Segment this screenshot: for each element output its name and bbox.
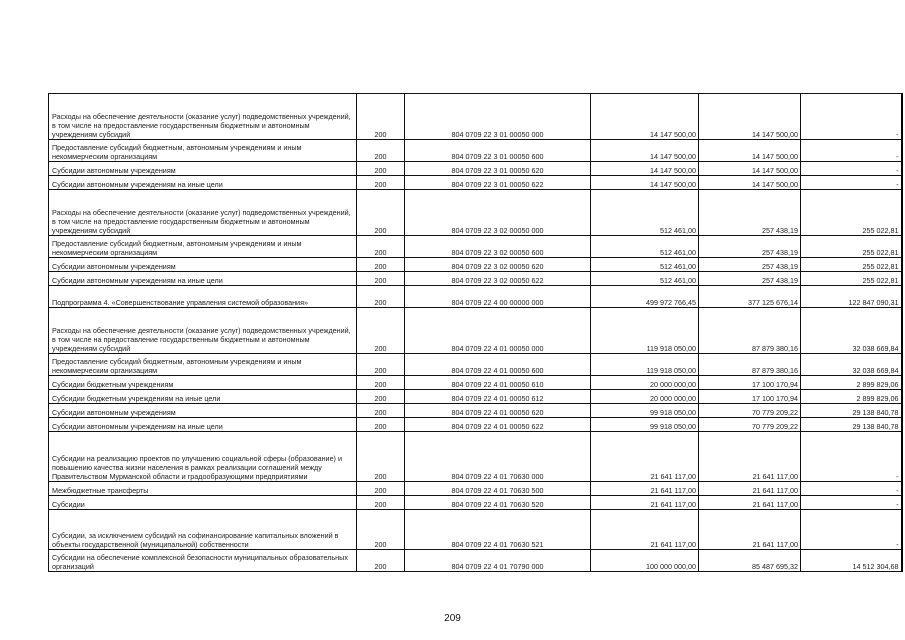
row-rest-cell: 29 138 840,78: [801, 404, 902, 418]
row-name-cell: Подпрограмма 4. «Совершенствование управления системой образования»: [49, 286, 357, 308]
row-plan-cell: 14 147 500,00: [591, 94, 699, 140]
row-code-cell: 200: [357, 94, 405, 140]
row-code-cell: 200: [357, 176, 405, 190]
row-rest-cell: -: [801, 510, 902, 550]
row-exec-cell: 14 147 500,00: [699, 176, 801, 190]
row-kbk-cell: 804 0709 22 3 01 00050 600: [405, 140, 591, 162]
row-code-cell: 200: [357, 482, 405, 496]
row-exec-cell: 87 879 380,16: [699, 308, 801, 354]
row-code-cell: 200: [357, 286, 405, 308]
row-plan-cell: 119 918 050,00: [591, 308, 699, 354]
row-name-cell: Расходы на обеспечение деятельности (оказание услуг) подведомственных учреждений, в том числе на предоставление государственным бюджетным и автономным учреждениям субсидий: [49, 308, 357, 354]
row-kbk-cell: 804 0709 22 3 02 00050 600: [405, 236, 591, 258]
row-plan-cell: 20 000 000,00: [591, 376, 699, 390]
row-kbk-cell: 804 0709 22 4 00 00000 000: [405, 286, 591, 308]
table-row: [49, 418, 902, 432]
row-exec-cell: 257 438,19: [699, 236, 801, 258]
row-rest-cell: 32 038 669,84: [801, 354, 902, 376]
table-row: [49, 354, 902, 376]
row-plan-cell: 14 147 500,00: [591, 140, 699, 162]
row-exec-cell: 85 487 695,32: [699, 550, 801, 572]
row-name-cell: Предоставление субсидий бюджетным, автономным учреждениям и иным некоммерческим организациям: [49, 354, 357, 376]
table-row: [49, 390, 902, 404]
row-rest-cell: 2 899 829,06: [801, 376, 902, 390]
row-name-cell: Субсидии, за исключением субсидий на софинансирование капитальных вложений в объекты государственной (муниципальной) собственности: [49, 510, 357, 550]
row-name-cell: Предоставление субсидий бюджетным, автономным учреждениям и иным некоммерческим организациям: [49, 236, 357, 258]
table-row: [49, 376, 902, 390]
row-kbk-cell: 804 0709 22 4 01 00050 000: [405, 308, 591, 354]
row-kbk-cell: 804 0709 22 4 01 70630 521: [405, 510, 591, 550]
row-code-cell: 200: [357, 418, 405, 432]
row-exec-cell: 70 779 209,22: [699, 418, 801, 432]
row-exec-cell: 21 641 117,00: [699, 432, 801, 482]
row-code-cell: 200: [357, 162, 405, 176]
row-code-cell: 200: [357, 354, 405, 376]
row-rest-cell: 255 022,81: [801, 236, 902, 258]
row-plan-cell: 21 641 117,00: [591, 510, 699, 550]
row-rest-cell: 32 038 669,84: [801, 308, 902, 354]
row-exec-cell: 21 641 117,00: [699, 482, 801, 496]
row-code-cell: 200: [357, 236, 405, 258]
table-row: [49, 94, 902, 140]
table-row: [49, 496, 902, 510]
row-kbk-cell: 804 0709 22 3 01 00050 000: [405, 94, 591, 140]
row-code-cell: 200: [357, 510, 405, 550]
table-row: [49, 404, 902, 418]
row-kbk-cell: 804 0709 22 3 01 00050 622: [405, 176, 591, 190]
row-rest-cell: 255 022,81: [801, 272, 902, 286]
table-row: [49, 510, 902, 550]
table-row: [49, 162, 902, 176]
row-exec-cell: 87 879 380,16: [699, 354, 801, 376]
row-exec-cell: 257 438,19: [699, 272, 801, 286]
table-row: [49, 190, 902, 236]
row-name-cell: Расходы на обеспечение деятельности (оказание услуг) подведомственных учреждений, в том числе на предоставление государственным бюджетным и автономным учреждениям субсидий: [49, 94, 357, 140]
row-exec-cell: 17 100 170,94: [699, 390, 801, 404]
row-plan-cell: 21 641 117,00: [591, 432, 699, 482]
row-rest-cell: 29 138 840,78: [801, 418, 902, 432]
row-name-cell: Субсидии автономным учреждениям: [49, 162, 357, 176]
table-row: [49, 432, 902, 482]
row-name-cell: Расходы на обеспечение деятельности (оказание услуг) подведомственных учреждений, в том числе на предоставление государственным бюджетным и автономным учреждениям субсидий: [49, 190, 357, 236]
row-kbk-cell: 804 0709 22 4 01 00050 622: [405, 418, 591, 432]
table-row: [49, 482, 902, 496]
row-kbk-cell: 804 0709 22 4 01 00050 612: [405, 390, 591, 404]
row-kbk-cell: 804 0709 22 3 02 00050 620: [405, 258, 591, 272]
row-kbk-cell: 804 0709 22 4 01 70630 000: [405, 432, 591, 482]
row-name-cell: Субсидии автономным учреждениям на иные цели: [49, 176, 357, 190]
row-code-cell: 200: [357, 308, 405, 354]
row-name-cell: Субсидии автономным учреждениям: [49, 404, 357, 418]
budget-table: [48, 93, 903, 572]
row-name-cell: Межбюджетные трансферты: [49, 482, 357, 496]
row-plan-cell: 512 461,00: [591, 190, 699, 236]
row-code-cell: 200: [357, 272, 405, 286]
row-kbk-cell: 804 0709 22 3 01 00050 620: [405, 162, 591, 176]
row-exec-cell: 70 779 209,22: [699, 404, 801, 418]
row-plan-cell: 21 641 117,00: [591, 482, 699, 496]
row-plan-cell: 499 972 766,45: [591, 286, 699, 308]
row-exec-cell: 257 438,19: [699, 258, 801, 272]
row-name-cell: Предоставление субсидий бюджетным, автономным учреждениям и иным некоммерческим организациям: [49, 140, 357, 162]
table-row: [49, 550, 902, 572]
row-plan-cell: 21 641 117,00: [591, 496, 699, 510]
row-plan-cell: 14 147 500,00: [591, 162, 699, 176]
row-rest-cell: -: [801, 496, 902, 510]
row-plan-cell: 14 147 500,00: [591, 176, 699, 190]
row-rest-cell: 2 899 829,06: [801, 390, 902, 404]
row-kbk-cell: 804 0709 22 4 01 70630 500: [405, 482, 591, 496]
row-plan-cell: 119 918 050,00: [591, 354, 699, 376]
row-plan-cell: 512 461,00: [591, 272, 699, 286]
row-exec-cell: 257 438,19: [699, 190, 801, 236]
row-kbk-cell: 804 0709 22 4 01 70790 000: [405, 550, 591, 572]
row-plan-cell: 20 000 000,00: [591, 390, 699, 404]
table-row: [49, 258, 902, 272]
row-kbk-cell: 804 0709 22 4 01 00050 620: [405, 404, 591, 418]
row-exec-cell: 14 147 500,00: [699, 140, 801, 162]
row-name-cell: Субсидии бюджетным учреждениям: [49, 376, 357, 390]
row-kbk-cell: 804 0709 22 3 02 00050 000: [405, 190, 591, 236]
row-exec-cell: 21 641 117,00: [699, 510, 801, 550]
row-plan-cell: 512 461,00: [591, 236, 699, 258]
table-row: [49, 286, 902, 308]
row-name-cell: Субсидии автономным учреждениям на иные цели: [49, 418, 357, 432]
row-plan-cell: 100 000 000,00: [591, 550, 699, 572]
row-name-cell: Субсидии: [49, 496, 357, 510]
row-code-cell: 200: [357, 432, 405, 482]
row-rest-cell: -: [801, 432, 902, 482]
row-name-cell: Субсидии автономным учреждениям на иные цели: [49, 272, 357, 286]
row-name-cell: Субсидии на реализацию проектов по улучшению социальной сферы (образование) и повышению качества жизни населения в рамках реализации соглашений между Правительством Мурманской области и градообразующими предприятиями: [49, 432, 357, 482]
row-rest-cell: -: [801, 176, 902, 190]
table-row: [49, 140, 902, 162]
row-rest-cell: -: [801, 162, 902, 176]
row-rest-cell: 14 512 304,68: [801, 550, 902, 572]
row-plan-cell: 512 461,00: [591, 258, 699, 272]
row-code-cell: 200: [357, 390, 405, 404]
row-rest-cell: -: [801, 482, 902, 496]
row-rest-cell: 255 022,81: [801, 258, 902, 272]
row-code-cell: 200: [357, 140, 405, 162]
row-code-cell: 200: [357, 258, 405, 272]
row-rest-cell: 255 022,81: [801, 190, 902, 236]
row-rest-cell: 122 847 090,31: [801, 286, 902, 308]
row-plan-cell: 99 918 050,00: [591, 404, 699, 418]
row-rest-cell: -: [801, 94, 902, 140]
row-code-cell: 200: [357, 190, 405, 236]
table-row: [49, 236, 902, 258]
row-code-cell: 200: [357, 404, 405, 418]
row-exec-cell: 21 641 117,00: [699, 496, 801, 510]
table-row: [49, 308, 902, 354]
row-kbk-cell: 804 0709 22 4 01 70630 520: [405, 496, 591, 510]
row-name-cell: Субсидии автономным учреждениям: [49, 258, 357, 272]
row-exec-cell: 377 125 676,14: [699, 286, 801, 308]
row-exec-cell: 14 147 500,00: [699, 162, 801, 176]
row-kbk-cell: 804 0709 22 3 02 00050 622: [405, 272, 591, 286]
row-name-cell: Субсидии на обеспечение комплексной безопасности муниципальных образовательных организаций: [49, 550, 357, 572]
row-code-cell: 200: [357, 496, 405, 510]
row-exec-cell: 17 100 170,94: [699, 376, 801, 390]
row-kbk-cell: 804 0709 22 4 01 00050 600: [405, 354, 591, 376]
row-code-cell: 200: [357, 376, 405, 390]
row-name-cell: Субсидии бюджетным учреждениям на иные цели: [49, 390, 357, 404]
page-number: 209: [444, 613, 461, 624]
table-row: [49, 272, 902, 286]
row-plan-cell: 99 918 050,00: [591, 418, 699, 432]
row-exec-cell: 14 147 500,00: [699, 94, 801, 140]
row-kbk-cell: 804 0709 22 4 01 00050 610: [405, 376, 591, 390]
row-rest-cell: -: [801, 140, 902, 162]
row-code-cell: 200: [357, 550, 405, 572]
table-row: [49, 176, 902, 190]
